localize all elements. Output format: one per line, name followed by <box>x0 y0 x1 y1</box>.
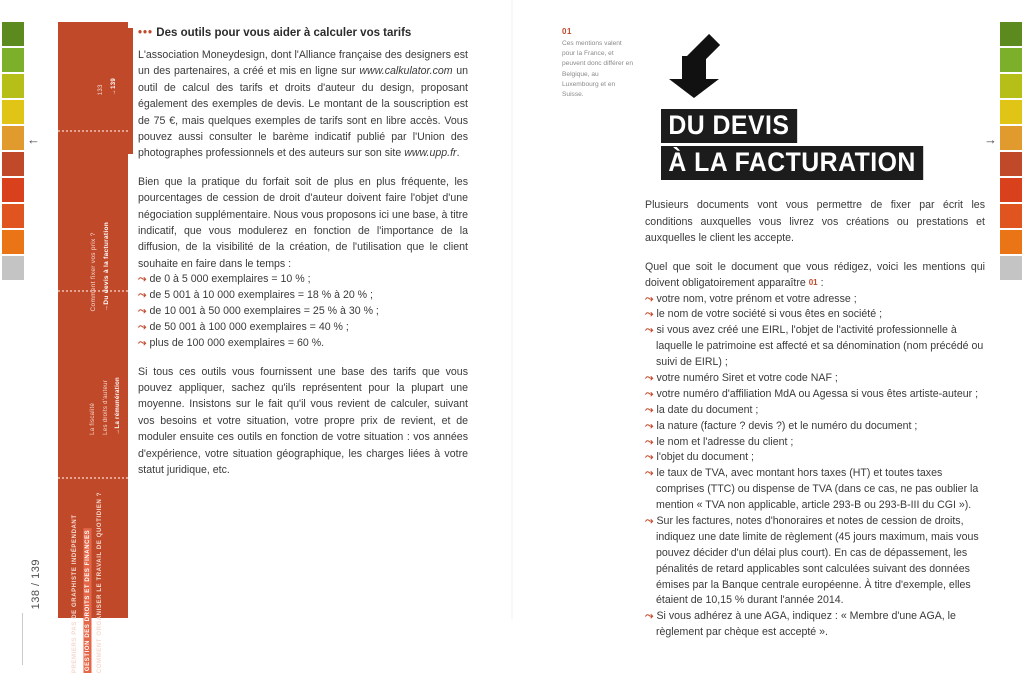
list-item: ⤳ Si vous adhérez à une AGA, indiquez : « Membre d'une AGA, le règlement par chèque est accepté ». <box>645 609 985 641</box>
list-item: ⤳ le taux de TVA, avec montant hors taxes (HT) et toutes taxes comprises (TTC) ou dispense de TVA (dans ce cas, ne pas oublier la mention « TVA non applicable, article 293-B ou 293-B-III du CGI »). <box>645 466 985 514</box>
footnote-ref[interactable]: 01 <box>808 278 818 288</box>
paragraph-1 <box>138 47 468 162</box>
folio-rule <box>22 613 23 665</box>
list-item: ⤳ la nature (facture ? devis ?) et le numéro du document ; <box>645 419 985 435</box>
sidebar-chapter-group <box>72 492 110 673</box>
list-item: ⤳ votre nom, votre prénom et votre adresse ; <box>645 292 985 308</box>
sidebar-page-marker-0: 133 <box>98 84 104 96</box>
color-swatch-right-5 <box>1000 152 1022 176</box>
link-upp[interactable]: www.upp.fr <box>404 147 457 160</box>
sidebar-divider-1 <box>58 130 128 132</box>
color-swatch-right-3 <box>1000 100 1022 124</box>
left-page-content <box>138 26 468 491</box>
chapter-title-block <box>661 109 985 183</box>
color-swatch-right-7 <box>1000 204 1022 228</box>
color-swatch-left-1 <box>2 48 24 72</box>
color-swatch-right-4 <box>1000 126 1022 150</box>
heading-text: Des outils pour vous aider à calculer vos tarifs <box>156 27 412 39</box>
color-swatch-right-2 <box>1000 74 1022 98</box>
list-item: ⤳ la date du document ; <box>645 403 985 419</box>
color-swatch-strip-left <box>2 22 24 282</box>
rate-list <box>138 272 468 351</box>
list-item: ⤳ de 5 001 à 10 000 exemplaires = 18 % à 20 % ; <box>138 288 468 304</box>
sidebar-item-comment-fixer-vos-prix[interactable]: Comment fixer vos prix ? <box>90 232 97 312</box>
chapter-title-line-1: DU DEVIS <box>661 109 797 143</box>
para1-part-c: . <box>456 147 460 160</box>
color-swatch-left-0 <box>2 22 24 46</box>
right-paragraph-2 <box>645 259 985 292</box>
chapter-sidebar <box>58 22 128 673</box>
section-accent-rule <box>128 28 133 154</box>
sidebar-page-marker-1: →139 <box>110 78 117 96</box>
color-swatch-right-0 <box>1000 22 1022 46</box>
list-item: ⤳ si vous avez créé une EIRL, l'objet de l'activité professionnelle à laquelle le patrimoine est affecté et sa dénomination (nom précédé ou suivi de EIRL) ; <box>645 323 985 371</box>
right-para2-a: Quel que soit le document que vous rédigez, voici les mentions qui doivent obligatoirement apparaître <box>645 260 985 290</box>
list-item: ⤳ votre numéro d'affiliation MdA ou Agessa si vous êtes artiste-auteur ; <box>645 387 985 403</box>
sidebar-section-group-2[interactable] <box>90 377 128 435</box>
list-item: ⤳ plus de 100 000 exemplaires = 60 %. <box>138 336 468 352</box>
list-item: ⤳ de 0 à 5 000 exemplaires = 10 % ; <box>138 272 468 288</box>
page-folio: 138 / 139 <box>30 558 42 609</box>
arrow-right-icon: → <box>984 132 997 147</box>
list-item: ⤳ votre numéro Siret et votre code NAF ; <box>645 371 985 387</box>
arrow-left-icon: ← <box>27 132 40 147</box>
arrow-down-bent-icon <box>663 32 733 100</box>
color-swatch-right-6 <box>1000 178 1022 202</box>
paragraph-3: Si tous ces outils vous fournissent une base des tarifs que vous pouvez appliquer, sachez qu'ils représentent pour la plupart une moyenne. Insistons sur le fait qu'il vous revient de calculer, suivant vos besoins et votre situation, votre propre prix de revient, et de moduler ensuite ces outils en fonction de votre situation : vos années d'expérience, votre situation géographique, les charges liées à votre statut juridique, etc. <box>138 365 468 477</box>
paragraph-2: Bien que la pratique du forfait soit de plus en plus fréquente, les pourcentages de cession de droit d'auteur doivent faire l'objet d'une négociation supplémentaire. Nous vous proposons ici une base, à titre indicatif, que vous modulerez en fonction de l'importance de la diffusion, de la visibilité de la création, de l'utilisation que le client souhaite en faire dans le temps : <box>138 175 468 270</box>
color-swatch-left-8 <box>2 230 24 254</box>
list-item: ⤳ Sur les factures, notes d'honoraires et notes de cession de droits, indiquez une date limite de règlement (45 jours maximum, mais vous pouvez décider d'un délai plus court). En cas de dépassement, les pénalités de retard applicables sont calculées suivant des données émises par la Banque centrale européenne. À titre d'exemple, elles étaient de 10,15 % durant l'année 2014. <box>645 514 985 609</box>
margin-note-number: 01 <box>562 27 572 36</box>
mentions-list <box>645 292 985 642</box>
color-swatch-right-1 <box>1000 48 1022 72</box>
chapter-title-line-2: À LA FACTURATION <box>661 146 923 180</box>
sidebar-section-group-1[interactable] <box>90 222 116 311</box>
sidebar-item-la-fiscalite[interactable]: La fiscalité <box>90 402 96 435</box>
list-item: ⤳ le nom de votre société si vous êtes en société ; <box>645 307 985 323</box>
sidebar-page-markers <box>98 78 123 95</box>
color-swatch-left-7 <box>2 204 24 228</box>
sidebar-chapter-title-0: PREMIERS PAS DE GRAPHISTE INDÉPENDANT <box>72 514 78 673</box>
page-gutter <box>511 0 513 619</box>
margin-note-text: Ces mentions valent pour la France, et peuvent donc différer en Belgique, au Luxembourg et en Suisse. <box>562 40 633 99</box>
color-swatch-right-9 <box>1000 256 1022 280</box>
section-heading <box>138 26 468 41</box>
sidebar-item-du-devis-a-la-facturation[interactable]: →Du devis à la facturation <box>103 222 111 312</box>
right-page-content <box>645 26 985 653</box>
heading-dots: ••• <box>138 27 154 39</box>
color-swatch-strip-right <box>1000 22 1022 282</box>
color-swatch-left-3 <box>2 100 24 124</box>
margin-note <box>562 27 634 100</box>
list-item: ⤳ de 10 001 à 50 000 exemplaires = 25 % à 30 % ; <box>138 304 468 320</box>
list-item: ⤳ de 50 001 à 100 000 exemplaires = 40 % ; <box>138 320 468 336</box>
color-swatch-left-5 <box>2 152 24 176</box>
right-paragraph-1: Plusieurs documents vont vous permettre de fixer par écrit les conditions auxquelles vous livrez vos créations ou prestations et auxquelles le client les accepte. <box>645 199 985 245</box>
right-para2-b: : <box>817 277 824 290</box>
color-swatch-right-8 <box>1000 230 1022 254</box>
color-swatch-left-9 <box>2 256 24 280</box>
para1-part-a: L'association Moneydesign, dont l'Alliance française des designers est un des partenaires, a créé et mis en ligne sur <box>138 48 468 78</box>
color-swatch-left-2 <box>2 74 24 98</box>
sidebar-chapter-title-2: COMMENT ORGANISER LE TRAVAIL DE QUOTIDIEN ? <box>97 492 103 673</box>
list-item: ⤳ le nom et l'adresse du client ; <box>645 435 985 451</box>
sidebar-chapter-title-1: GESTION DES DROITS ET DES FINANCES <box>84 529 91 672</box>
list-item: ⤳ l'objet du document ; <box>645 450 985 466</box>
sidebar-item-les-droits-auteur[interactable]: Les droits d'auteur <box>102 379 109 435</box>
sidebar-divider-3 <box>58 477 128 479</box>
sidebar-item-la-remuneration[interactable]: →La rémunération <box>115 377 121 435</box>
color-swatch-left-6 <box>2 178 24 202</box>
para1-part-b: un outil de calcul des tarifs et droits d'auteur du design, proposant également des exemples de devis. Le montant de la souscription est de 75 €, mais quelques exemples de tarifs sont en libre accès. Vous pouvez aussi consulter le barème indicatif publié par l'Union des photographes professionnels et des auteurs sur son site <box>138 65 468 160</box>
link-calkulator[interactable]: www.calkulator.com <box>359 65 453 78</box>
color-swatch-left-4 <box>2 126 24 150</box>
